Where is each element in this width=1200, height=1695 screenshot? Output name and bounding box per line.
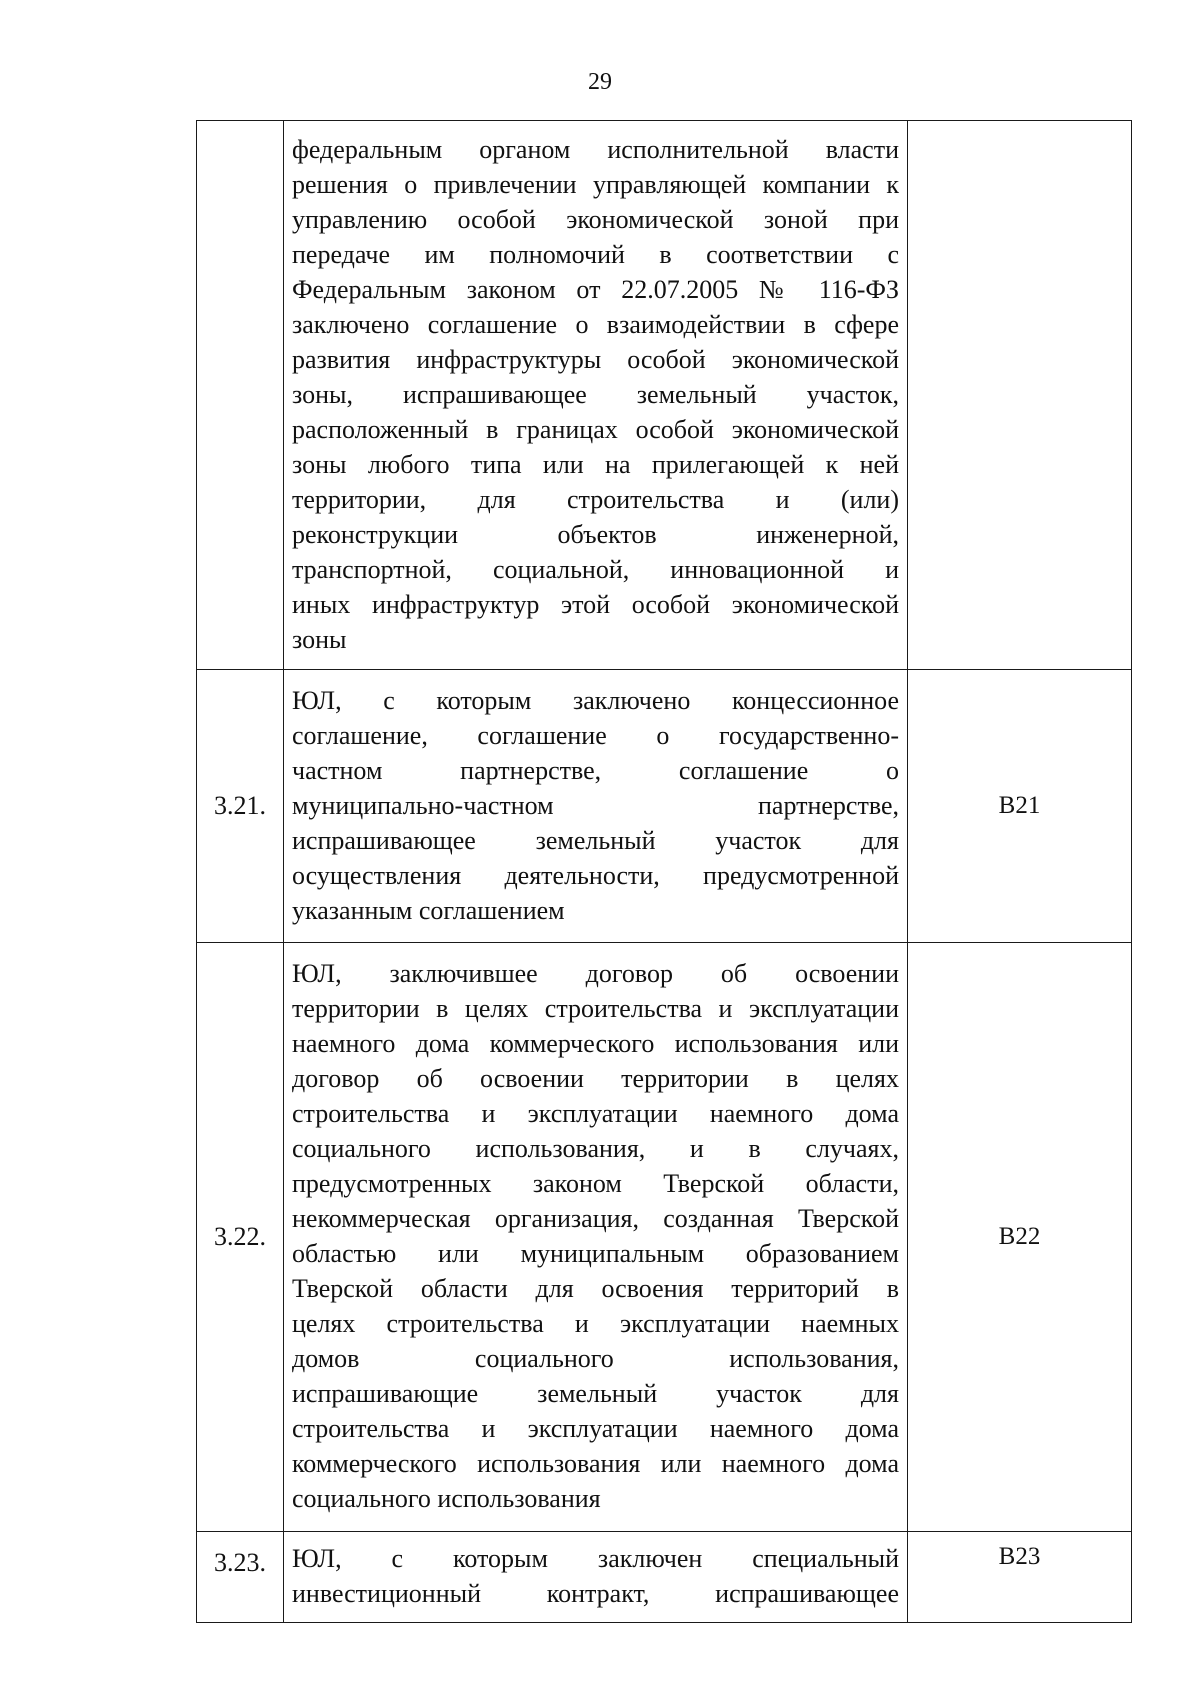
text-line: соглашение, соглашение о государственно-	[292, 720, 899, 750]
text-line: муниципально-частном партнерстве,	[292, 790, 899, 820]
text-line: осуществления деятельности, предусмотренной	[292, 860, 899, 890]
text-line: иных инфраструктур этой особой экономической	[292, 589, 899, 619]
text-line: решения о привлечении управляющей компании к	[292, 169, 899, 199]
row-code-cell	[908, 121, 1132, 670]
text-line: испрашивающее земельный участок для	[292, 825, 899, 855]
text-line: социального использования	[292, 1484, 601, 1513]
text-line: строительства и эксплуатации наемного дома	[292, 1414, 899, 1443]
text-line: областью или муниципальным образованием	[292, 1239, 899, 1268]
text-line: зоны	[292, 624, 347, 654]
text-line: транспортной, социальной, инновационной и	[292, 554, 899, 584]
text-line: управлению особой экономической зоной при	[292, 204, 899, 234]
text-line: некоммерческая организация, созданная Тверской	[292, 1204, 899, 1233]
table-row-continuation	[197, 121, 1132, 670]
text-line: инвестиционный контракт, испрашивающее	[292, 1579, 899, 1608]
table-row-3-22	[197, 943, 1132, 1532]
text-line: реконструкции объектов инженерной,	[292, 519, 899, 549]
text-line: заключено соглашение о взаимодействии в сфере	[292, 309, 899, 339]
text-line: расположенный в границах особой экономической	[292, 414, 899, 444]
text-line: ЮЛ, с которым заключено концессионное	[292, 685, 899, 715]
text-line: зоны любого типа или на прилегающей к ней	[292, 449, 899, 479]
text-line: передаче им полномочий в соответствии с	[292, 239, 899, 269]
row-number-cell: 3.23.	[197, 1532, 284, 1623]
text-line: ЮЛ, с которым заключен специальный	[292, 1544, 899, 1573]
text-line: наемного дома коммерческого использования или	[292, 1029, 899, 1058]
text-line: федеральным органом исполнительной власти	[292, 134, 899, 164]
text-line: строительства и эксплуатации наемного дома	[292, 1099, 899, 1128]
text-line: частном партнерстве, соглашение о	[292, 755, 899, 785]
text-line: Федеральным законом от 22.07.2005 № 116-ФЗ	[292, 274, 899, 304]
text-line: развития инфраструктуры особой экономической	[292, 344, 899, 374]
table-row-3-23	[197, 1532, 1132, 1623]
text-line: коммерческого использования или наемного дома	[292, 1449, 899, 1478]
text-line: Тверской области для освоения территорий в	[292, 1274, 899, 1303]
table-row-3-21	[197, 670, 1132, 943]
row-code-cell: В22	[908, 943, 1132, 1532]
text-line: указанным соглашением	[292, 895, 565, 925]
row-number-cell: 3.22.	[197, 943, 284, 1532]
row-description-cell	[284, 121, 908, 670]
page-number: 29	[588, 69, 612, 95]
row-description-cell	[284, 670, 908, 943]
text-line: территории в целях строительства и эксплуатации	[292, 994, 899, 1023]
text-line: территории, для строительства и (или)	[292, 484, 899, 514]
text-line: предусмотренных законом Тверской области,	[292, 1169, 899, 1198]
text-line: испрашивающие земельный участок для	[292, 1379, 899, 1408]
land-plot-categories-table	[196, 120, 1132, 1623]
row-description-cell	[284, 943, 908, 1532]
row-code-cell: В21	[908, 670, 1132, 943]
text-line: ЮЛ, заключившее договор об освоении	[292, 959, 899, 988]
text-line: целях строительства и эксплуатации наемных	[292, 1309, 899, 1338]
text-line: зоны, испрашивающее земельный участок,	[292, 379, 899, 409]
row-description-cell	[284, 1532, 908, 1623]
row-number-cell	[197, 121, 284, 670]
text-line: договор об освоении территории в целях	[292, 1064, 899, 1093]
text-line: социального использования, и в случаях,	[292, 1134, 899, 1163]
row-number-cell: 3.21.	[197, 670, 284, 943]
row-code-cell: В23	[908, 1532, 1132, 1623]
text-line: домов социального использования,	[292, 1344, 899, 1373]
